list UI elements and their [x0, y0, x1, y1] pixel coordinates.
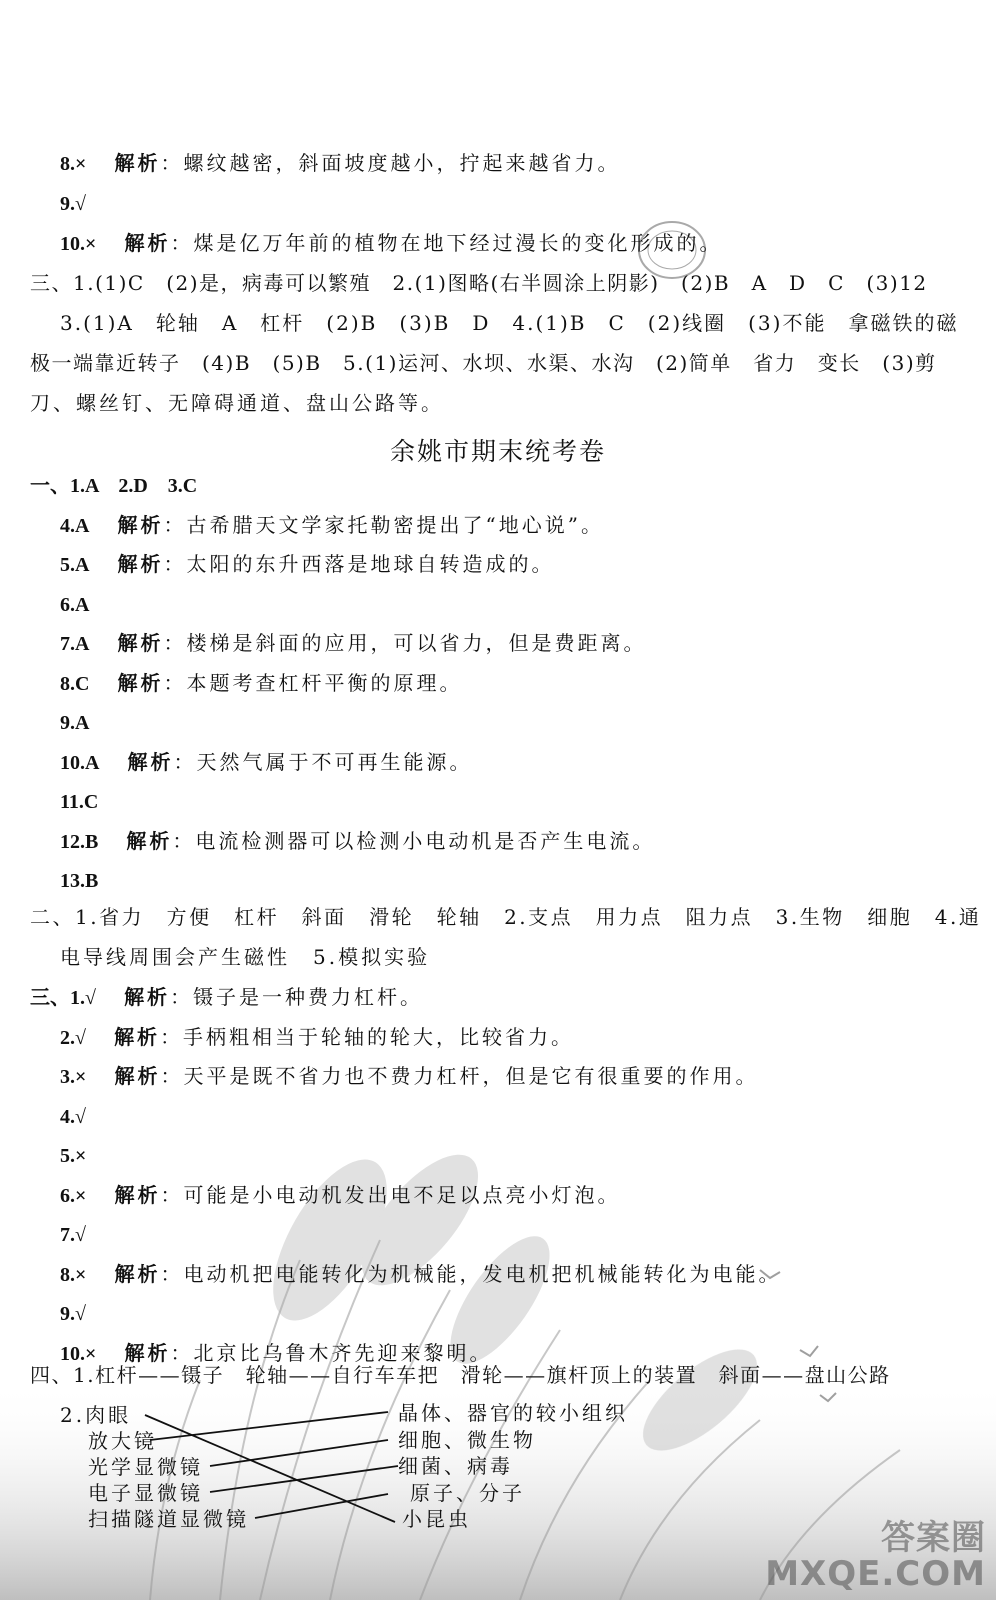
analysis-label: 解析 — [117, 670, 164, 695]
analysis-text: ：电动机把电能转化为机械能，发电机把机械能转化为电能。 — [160, 1261, 782, 1286]
analysis-label: 解析 — [114, 1024, 161, 1049]
question-number: 10.× — [60, 233, 97, 255]
question-number: 5.× — [60, 1145, 87, 1167]
instrument-label: 光学显微镜 — [88, 1455, 203, 1479]
question-number: 9.A — [60, 712, 90, 734]
analysis-label: 解析 — [126, 828, 173, 853]
question-number: 6.× — [60, 1184, 87, 1207]
question-number: 3.× — [60, 1066, 87, 1088]
analysis-text: ：镊子是一种费力杠杆。 — [170, 985, 424, 1009]
analysis-label: 解析 — [117, 552, 164, 576]
analysis-text: ：本题考查杠杆平衡的原理。 — [163, 670, 463, 695]
answer-line: 三、1.(1)C (2)是，病毒可以繁殖 2.(1)图略(右半圆涂上阴影) (2)B A D C (3)12 — [30, 271, 928, 295]
analysis-text: ：古希腊天文学家托勒密提出了“地心说”。 — [163, 512, 604, 537]
analysis-label: 解析 — [124, 1340, 171, 1365]
analysis-text: ：北京比乌鲁木齐先迎来黎明。 — [170, 1340, 493, 1365]
answer-line: 电导线周围会产生磁性 5.模拟实验 — [60, 945, 431, 969]
watermark-url: MXQE.COM — [765, 1554, 986, 1594]
question-number: 11.C — [60, 791, 99, 813]
observed-object-label: 原子、分子 — [410, 1480, 525, 1505]
analysis-text: ：天然气属于不可再生能源。 — [173, 749, 473, 774]
question-number: 6.A — [60, 593, 90, 616]
analysis-text: ：煤是亿万年前的植物在地下经过漫长的变化形成的。 — [170, 231, 723, 255]
observed-object-label: 细菌、病毒 — [398, 1454, 513, 1478]
question-number: 8.× — [60, 153, 87, 175]
site-watermark — [765, 1520, 986, 1592]
analysis-label: 解析 — [124, 985, 171, 1009]
question-number: 2.√ — [60, 1026, 86, 1049]
answer-line: 二、1.省力 方便 杠杆 斜面 滑轮 轮轴 2.支点 用力点 阻力点 3.生物 细胞 4.通 — [30, 905, 982, 929]
question-number: 5.A — [60, 554, 90, 576]
question-number: 4.√ — [60, 1105, 86, 1128]
exam-title: 余姚市期末统考卷 — [389, 437, 606, 466]
watermark-brand: 答案圈 — [881, 1518, 986, 1558]
question-number: 4.A — [60, 514, 90, 537]
answer-line: 3.(1)A 轮轴 A 杠杆 (2)B (3)B D 4.(1)B C (2)线圈 (3)不能 拿磁铁的磁 — [60, 311, 959, 335]
observed-object-label: 晶体、器官的较小组织 — [398, 1401, 628, 1425]
analysis-label: 解析 — [117, 512, 164, 537]
analysis-text: ：楼梯是斜面的应用，可以省力，但是费距离。 — [163, 631, 647, 655]
instrument-label: 扫描隧道显微镜 — [88, 1507, 249, 1531]
question-number: 9.√ — [60, 193, 86, 215]
instrument-label: 2.肉眼 — [60, 1403, 132, 1427]
instrument-label: 放大镜 — [88, 1429, 157, 1453]
observed-object-label: 小昆虫 — [402, 1507, 471, 1531]
analysis-text: ：螺纹越密，斜面坡度越小，拧起来越省力。 — [160, 151, 621, 175]
question-number: 7.A — [60, 633, 90, 655]
question-number: 12.B — [60, 830, 99, 853]
analysis-label: 解析 — [117, 631, 164, 655]
analysis-text: ：手柄粗相当于轮轴的轮大，比较省力。 — [160, 1024, 575, 1049]
question-number: 三、1.√ — [30, 987, 96, 1009]
analysis-text: ：天平是既不省力也不费力杠杆，但是它有很重要的作用。 — [160, 1064, 759, 1088]
analysis-text: ：电流检测器可以检测小电动机是否产生电流。 — [172, 828, 656, 853]
analysis-label: 解析 — [114, 1182, 161, 1207]
answer-line: 四、1.杠杆——镊子 轮轴——自行车车把 滑轮——旗杆顶上的装置 斜面——盘山公路 — [30, 1363, 891, 1387]
answer-line: 极一端靠近转子 (4)B (5)B 5.(1)运河、水坝、水渠、水沟 (2)简单 省力 变长 (3)剪 — [30, 351, 937, 375]
analysis-text: ：太阳的东升西落是地球自转造成的。 — [163, 552, 555, 576]
instrument-label: 电子显微镜 — [88, 1481, 203, 1505]
question-number: 8.C — [60, 672, 90, 695]
answer-line: 刀、螺丝钉、无障碍通道、盘山公路等。 — [30, 391, 444, 415]
question-number: 9.√ — [60, 1303, 86, 1325]
question-number: 8.× — [60, 1263, 87, 1286]
analysis-label: 解析 — [127, 749, 174, 774]
analysis-label: 解析 — [124, 231, 171, 255]
question-number: 7.√ — [60, 1224, 86, 1246]
analysis-label: 解析 — [114, 1261, 161, 1286]
analysis-label: 解析 — [114, 151, 161, 175]
question-number: 10.× — [60, 1342, 97, 1365]
question-number: 13.B — [60, 870, 99, 892]
analysis-label: 解析 — [114, 1064, 161, 1088]
question-number: 一、1.A 2.D 3.C — [30, 475, 198, 497]
analysis-text: ：可能是小电动机发出电不足以点亮小灯泡。 — [160, 1182, 621, 1207]
observed-object-label: 细胞、微生物 — [398, 1427, 536, 1452]
question-number: 10.A — [60, 751, 100, 774]
